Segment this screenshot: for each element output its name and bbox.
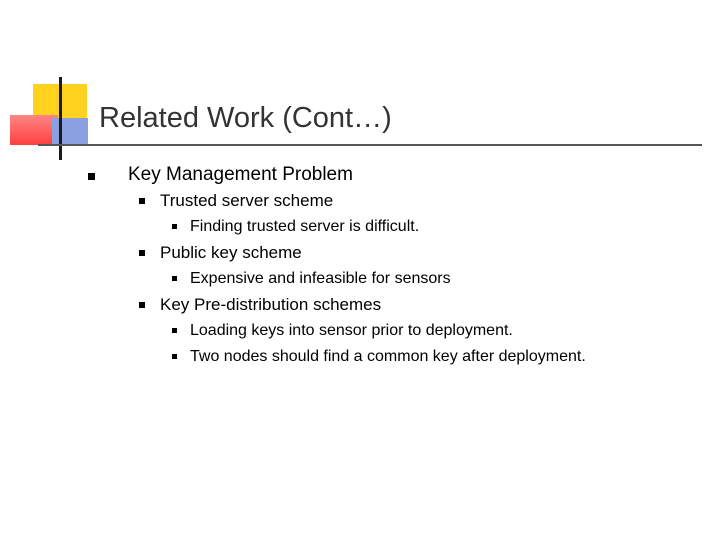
square-bullet-icon — [139, 302, 145, 308]
red-square-decoration — [10, 115, 58, 145]
square-bullet-icon — [172, 224, 177, 229]
bullet-text: Key Pre-distribution schemes — [160, 295, 382, 314]
square-bullet-icon — [139, 250, 145, 256]
bullet-text: Two nodes should find a common key after deployment. — [190, 348, 586, 365]
square-bullet-icon — [172, 328, 177, 333]
vertical-rule — [59, 77, 62, 160]
title-decoration — [0, 0, 720, 170]
bullet-text: Expensive and infeasible for sensors — [190, 270, 451, 287]
bullet-text: Public key scheme — [160, 243, 302, 262]
square-bullet-icon — [88, 173, 95, 180]
square-bullet-icon — [172, 276, 177, 281]
slide-title: Related Work (Cont…) — [99, 102, 392, 134]
square-bullet-icon — [139, 198, 145, 204]
title-underline-rule — [38, 144, 702, 146]
bullet-text: Key Management Problem — [128, 164, 353, 185]
square-bullet-icon — [172, 354, 177, 359]
bullet-text: Trusted server scheme — [160, 191, 334, 210]
bullet-text: Loading keys into sensor prior to deployment. — [190, 322, 513, 339]
bullet-text: Finding trusted server is difficult. — [190, 218, 420, 235]
blue-square-decoration — [52, 118, 88, 146]
